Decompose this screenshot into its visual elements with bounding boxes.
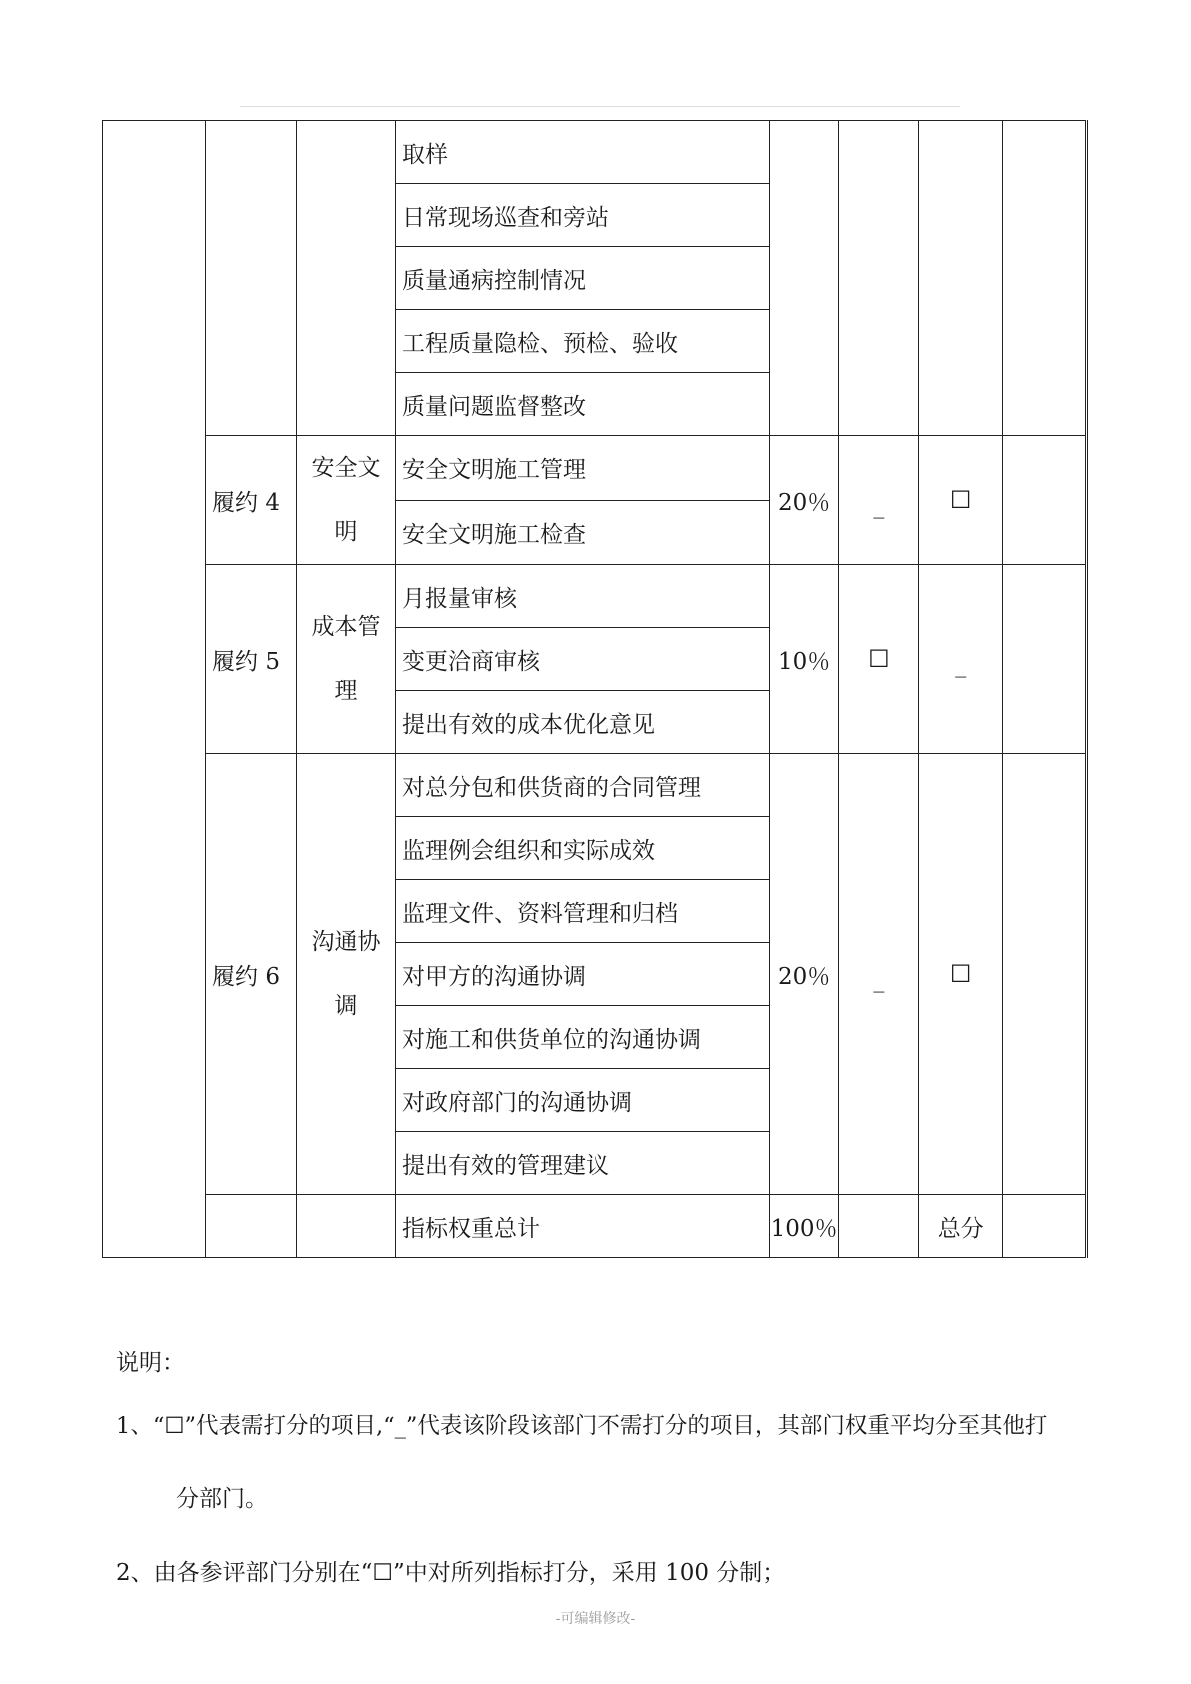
note-item-2: 2、由各参评部门分别在“☐”中对所列指标打分，采用 100 分制； bbox=[116, 1560, 786, 1586]
total-blank-cell bbox=[296, 1195, 395, 1258]
indicator-cell bbox=[395, 880, 769, 943]
group5-category-line2: 理 bbox=[334, 678, 358, 704]
table-row bbox=[103, 121, 1087, 184]
group4-mark-a-cell bbox=[839, 436, 919, 565]
indicator-text: 质量问题监督整改 bbox=[401, 393, 586, 420]
group6-category-line1: 沟通协 bbox=[311, 929, 381, 955]
total-score-label: 总分 bbox=[937, 1215, 984, 1242]
indicator-cell bbox=[395, 565, 769, 628]
group3-mark-b-cell bbox=[919, 121, 1003, 436]
total-score-cell bbox=[1003, 1195, 1087, 1258]
score-box: ☐ bbox=[868, 645, 890, 673]
indicator-text: 变更洽商审核 bbox=[401, 648, 540, 675]
group6-weight: 20％ bbox=[777, 963, 831, 990]
indicator-cell bbox=[395, 1132, 769, 1195]
group3-label-cell bbox=[206, 121, 297, 436]
group5-mark-b-cell bbox=[919, 565, 1003, 754]
group4-weight: 20％ bbox=[777, 489, 831, 516]
score-box: ☐ bbox=[949, 486, 972, 514]
group5-mark-a-cell bbox=[839, 565, 919, 754]
indicator-text: 安全文明施工检查 bbox=[401, 521, 586, 548]
group6-mark-a-cell bbox=[839, 754, 919, 1195]
indicator-text: 对总分包和供货商的合同管理 bbox=[401, 774, 701, 801]
table-row bbox=[103, 436, 1087, 501]
indicator-text: 提出有效的成本优化意见 bbox=[401, 711, 655, 738]
group4-weight-cell bbox=[769, 436, 839, 565]
group3-extra-cell bbox=[1003, 121, 1087, 436]
note-item-1-line-1: 1、“☐”代表需打分的项目,“_”代表该阶段该部门不需打分的项目，其部门权重平均分至其他打 bbox=[116, 1413, 1048, 1439]
indicator-cell bbox=[395, 1006, 769, 1069]
notes-heading: 说明： bbox=[116, 1350, 185, 1376]
indicator-text: 监理例会组织和实际成效 bbox=[401, 837, 655, 864]
indicator-cell bbox=[395, 754, 769, 817]
group5-category-line1: 成本管 bbox=[311, 614, 381, 640]
category-column bbox=[103, 121, 206, 1258]
group3-weight-cell bbox=[769, 121, 839, 436]
indicator-cell bbox=[395, 1069, 769, 1132]
indicator-text: 月报量审核 bbox=[401, 585, 517, 612]
total-row bbox=[103, 1195, 1087, 1258]
indicator-cell bbox=[395, 373, 769, 436]
indicator-cell bbox=[395, 121, 769, 184]
group5-extra-cell bbox=[1003, 565, 1087, 754]
indicator-cell bbox=[395, 310, 769, 373]
header-rule bbox=[240, 106, 960, 107]
total-label: 指标权重总计 bbox=[401, 1215, 540, 1242]
indicator-text: 工程质量隐检、预检、验收 bbox=[401, 330, 678, 357]
indicator-text: 质量通病控制情况 bbox=[401, 267, 586, 294]
indicator-cell bbox=[395, 247, 769, 310]
not-scored-mark: _ bbox=[873, 968, 885, 993]
total-label-cell bbox=[395, 1195, 769, 1258]
group5-label: 履约 5 bbox=[212, 648, 280, 675]
group6-mark-b-cell bbox=[919, 754, 1003, 1195]
group3-mark-a-cell bbox=[839, 121, 919, 436]
indicator-cell bbox=[395, 943, 769, 1006]
group4-label: 履约 4 bbox=[212, 489, 280, 516]
group4-extra-cell bbox=[1003, 436, 1087, 565]
group4-category-cell bbox=[296, 436, 395, 565]
note-item-1-line-2: 分部门。 bbox=[176, 1486, 268, 1512]
table-row bbox=[103, 754, 1087, 817]
indicator-text: 对施工和供货单位的沟通协调 bbox=[401, 1026, 701, 1053]
group5-weight: 10％ bbox=[777, 648, 831, 675]
table-row bbox=[103, 565, 1087, 628]
indicator-cell bbox=[395, 691, 769, 754]
group6-category-line2: 调 bbox=[334, 993, 358, 1019]
total-weight-cell bbox=[769, 1195, 839, 1258]
indicator-cell bbox=[395, 628, 769, 691]
group6-weight-cell bbox=[769, 754, 839, 1195]
footer-editable-note: -可编辑修改- bbox=[555, 1611, 636, 1627]
group4-mark-b-cell bbox=[919, 436, 1003, 565]
group5-label-cell bbox=[206, 565, 297, 754]
group5-weight-cell bbox=[769, 565, 839, 754]
total-weight: 100％ bbox=[770, 1215, 838, 1242]
indicator-cell bbox=[395, 436, 769, 501]
group6-category-cell bbox=[296, 754, 395, 1195]
indicator-cell bbox=[395, 817, 769, 880]
not-scored-mark: _ bbox=[873, 494, 885, 519]
indicator-text: 对政府部门的沟通协调 bbox=[401, 1089, 632, 1116]
group6-extra-cell bbox=[1003, 754, 1087, 1195]
indicator-text: 监理文件、资料管理和归档 bbox=[401, 900, 678, 927]
group4-category-line1: 安全文 bbox=[311, 455, 381, 481]
group3-category-cell bbox=[296, 121, 395, 436]
total-blank-cell bbox=[206, 1195, 297, 1258]
indicator-cell bbox=[395, 500, 769, 565]
group4-label-cell bbox=[206, 436, 297, 565]
indicator-text: 取样 bbox=[401, 141, 448, 168]
total-score-label-cell bbox=[919, 1195, 1003, 1258]
total-blank-cell bbox=[839, 1195, 919, 1258]
group6-label: 履约 6 bbox=[212, 963, 280, 990]
not-scored-mark: _ bbox=[955, 653, 967, 678]
evaluation-table bbox=[102, 120, 1088, 1258]
indicator-text: 日常现场巡查和旁站 bbox=[401, 204, 609, 231]
group6-label-cell bbox=[206, 754, 297, 1195]
indicator-cell bbox=[395, 184, 769, 247]
group5-category-cell bbox=[296, 565, 395, 754]
group4-category-line2: 明 bbox=[334, 519, 358, 545]
indicator-text: 对甲方的沟通协调 bbox=[401, 963, 586, 990]
indicator-text: 提出有效的管理建议 bbox=[401, 1152, 609, 1179]
indicator-text: 安全文明施工管理 bbox=[401, 457, 586, 484]
score-box: ☐ bbox=[949, 960, 972, 988]
